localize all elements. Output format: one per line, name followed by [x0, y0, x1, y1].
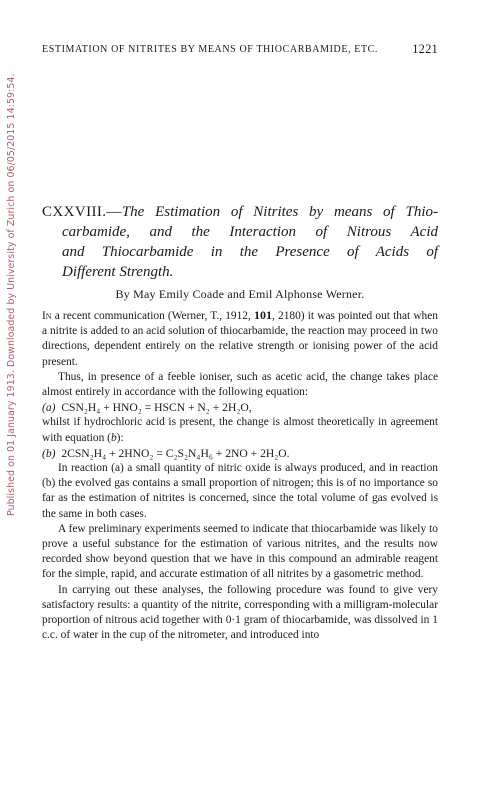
paragraph-1-text-b: , 2180) it was pointed out that when a nitrite is added to an acid solution of thiocarbamide, the reaction may proceed in two directions, dependent entirely on the relative strength or ionising power of the acid present. [42, 310, 438, 368]
article-number: CXXVIII.— [42, 204, 122, 220]
equation-a [42, 400, 438, 415]
author-byline: By May Emily Coade and Emil Alphonse Werner. [115, 287, 365, 301]
paragraph-3-text-b: b [110, 431, 117, 444]
paragraph-4: In reaction (a) a small quantity of nitric oxide is always produced, and in reaction (b) the evolved gas contains a small proportion of nitrogen; this is of no importance so far as the estimation of nitrites is concerned, since the total volume of gas evolved is the same in both cases. [42, 462, 438, 520]
paragraph-1 [42, 308, 438, 370]
title-text-1: The Estimation of Nitrites by means of Thio- [121, 204, 438, 220]
paragraph-5: A few preliminary experiments seemed to indicate that thiocarbamide was likely to prove a useful substance for the estimation of various nitrites, and the results now recorded show beyond question that we have in this compound an admirable reagent for the simple, rapid, and accurate estimation of all nitrites by a gasometric method. [42, 522, 438, 581]
equation-a-formula: CSN₂H₄ + HNO₂ = HSCN + N₂ + 2H₂O, [61, 401, 252, 415]
article-body [42, 308, 438, 643]
paragraph-2: Thus, in presence of a feeble ioniser, such as acetic acid, the change takes place almost entirely in accordance with the following equation: [42, 370, 438, 399]
equation-b-formula: 2CSN₂H₄ + 2HNO₂ = C₂S₂N₄H₆ + 2NO + 2H₂O. [61, 446, 290, 460]
paragraph-3-text-c: ): [116, 431, 124, 444]
running-title: ESTIMATION OF NITRITES BY MEANS OF THIOCARBAMIDE, ETC. [42, 44, 379, 55]
title-line-4: Different Strength. [62, 264, 174, 280]
title-line-2: carbamide, and the Interaction of Nitrous Acid [62, 224, 438, 240]
equation-b-label: (b) [42, 446, 56, 460]
volume-number: 101 [254, 308, 273, 322]
title-line-3: and Thiocarbamide in the Presence of Acids of [62, 244, 438, 260]
equation-b [42, 446, 438, 461]
paragraph-3 [42, 415, 438, 445]
page-number: 1221 [412, 42, 438, 56]
download-notice: Published on 01 January 1913. Downloaded by University of Zurich on 06/05/2015 14:59:54. [6, 73, 17, 516]
paragraph-3-text-a: whilst if hydrochloric acid is present, the change is almost theoretically in agreement with equation ( [42, 416, 438, 444]
running-header [42, 44, 438, 55]
paragraph-6: In carrying out these analyses, the following procedure was found to give very satisfactory results: a quantity of the nitrite, corresponding with a milligram-molecular proportion of nitrous acid together with 0·1 gram of thiocarbamide, was dissolved in 1 c.c. of water in the cup of the nitrometer, and introduced into [42, 583, 438, 642]
lead-word: In [42, 310, 52, 322]
download-watermark [6, 73, 17, 516]
article-title [42, 202, 438, 282]
equation-a-label: (a) [42, 401, 56, 415]
title-line-1 [42, 202, 438, 222]
paragraph-1-text-a: a recent communication (Werner, T., 1912, [51, 310, 255, 322]
